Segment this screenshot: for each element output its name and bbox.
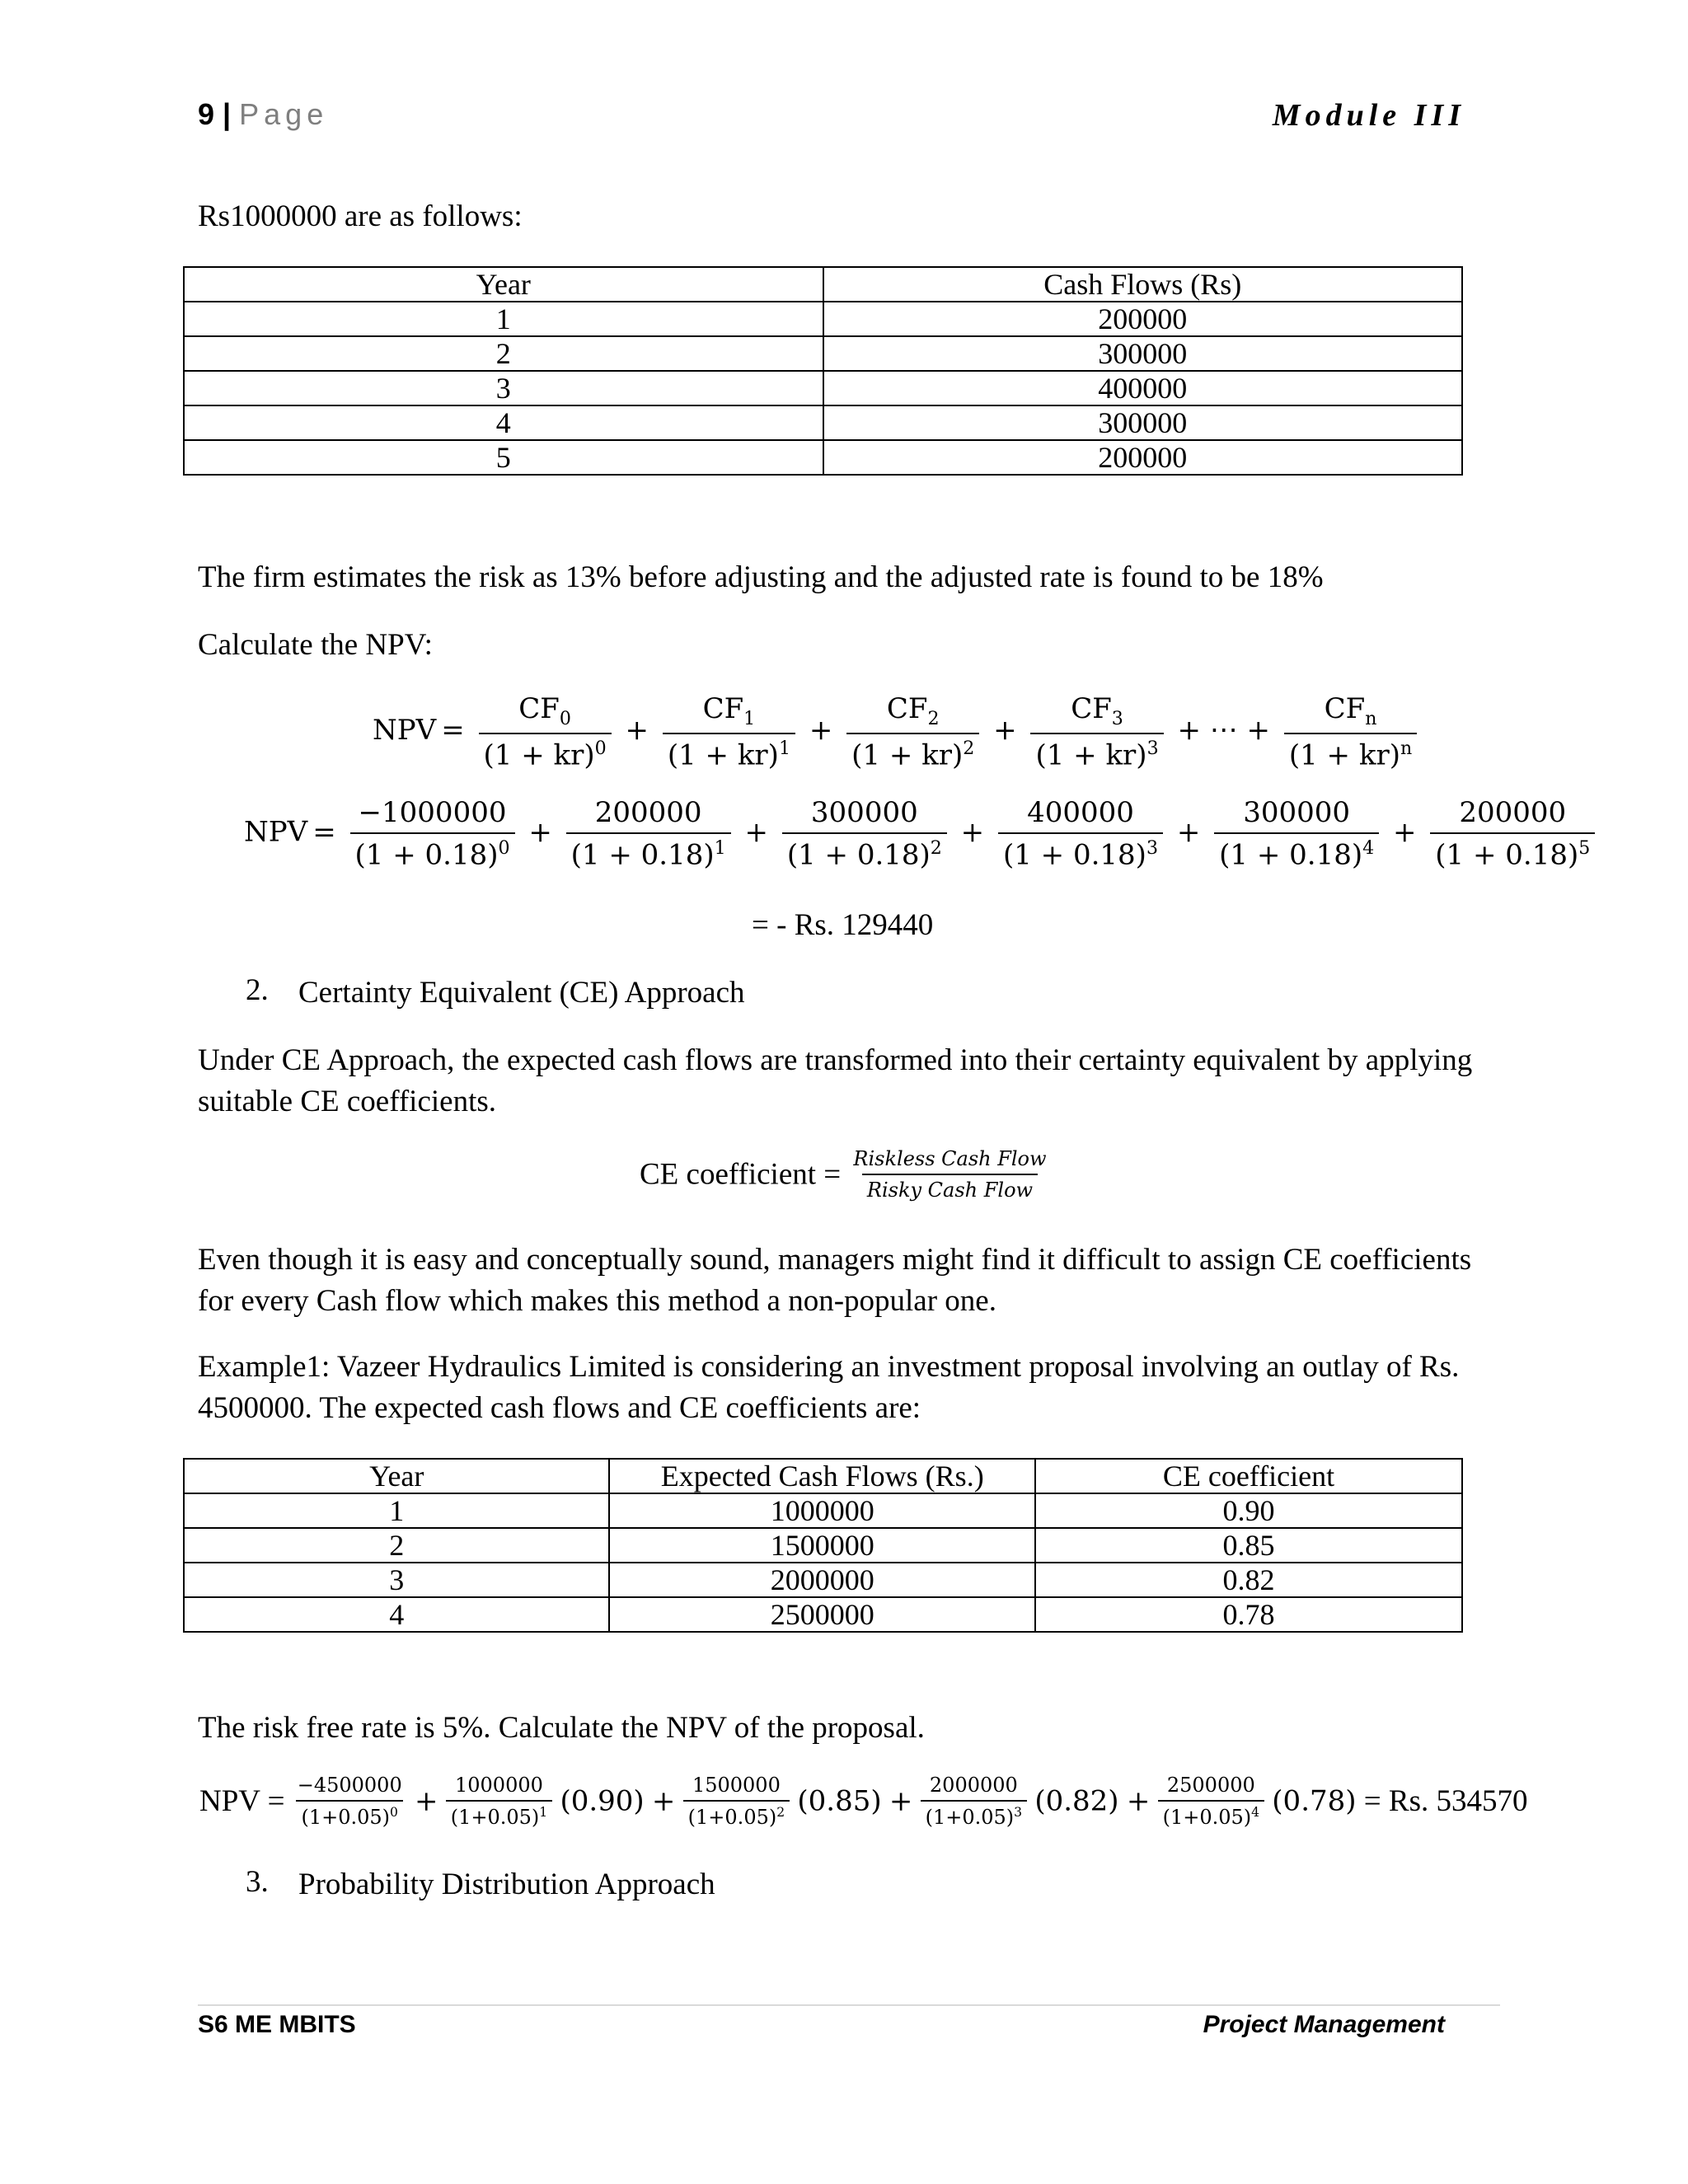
formula-term: $\frac{-4500000}{(1+0.05)^0}$: [297, 1774, 402, 1829]
footer-subject: Project Management: [1203, 2011, 1445, 2038]
table-row: [184, 371, 1462, 405]
ce-coefficient-table: [183, 1458, 1463, 1633]
footer-divider: [198, 2004, 1500, 2006]
table-cell: 200000: [823, 440, 1463, 475]
table-cell: 200000: [823, 302, 1463, 336]
table-cell: 4: [184, 1597, 609, 1632]
table-cell: 2500000: [609, 1597, 1034, 1632]
risk-text: The firm estimates the risk as 13% before adjusting and the adjusted rate is found to be 18%: [198, 560, 1324, 594]
page-word: Page: [239, 97, 329, 131]
intro-text: Rs1000000 are as follows:: [198, 199, 523, 233]
table-row: [184, 440, 1462, 475]
table-cell: 0.90: [1035, 1493, 1462, 1528]
formula-term: $\frac{2500000}{(1+0.05)^4}$: [1158, 1774, 1264, 1829]
calc-text: Calculate the NPV:: [198, 628, 433, 662]
npv-numeric-formula: NPV = $\frac{-1000000}{(1 + 0.18)^0}$ + $\frac{200000}{(1 + 0.18)^1}$ + $\frac{300000}{(1 + 0.18)^2}$ + $\frac{400000}{(1 + 0.18)^3}$ + $\frac{300000}{(1 + 0.18)^4}$ + $\frac{200000}{(1 + 0.18)^5}$: [244, 796, 1595, 871]
formula-term: $\frac{2000000}{(1+0.05)^3}$: [921, 1774, 1027, 1829]
table-header-cell: Year: [184, 267, 823, 302]
table-row: [184, 336, 1462, 371]
section-2-number: 2.: [246, 973, 269, 1007]
risk-free-text: The risk free rate is 5%. Calculate the NPV of the proposal.: [198, 1711, 925, 1745]
table-row: [184, 1563, 1462, 1597]
table-cell: 4: [184, 405, 823, 440]
npv-result: = - Rs. 129440: [752, 908, 934, 942]
table-cell: 2: [184, 1528, 609, 1563]
table-cell: 5: [184, 440, 823, 475]
npv-ce-formula: NPV = $\frac{-4500000}{(1+0.05)^0}$ + $\frac{1000000}{(1+0.05)^1}$ (0.90) + $\frac{1500000}{(1+0.05)^2}$ (0.85) + $\frac{2000000}{(1+0.05)^3}$ (0.82) + $\frac{2500000}{(1+0.05)^4}$ (0.78) = Rs. 534570: [199, 1774, 1528, 1829]
formula-coefficient: (0.78): [1272, 1784, 1357, 1818]
table-header-cell: CE coefficient: [1035, 1459, 1462, 1493]
formula-term: $\frac{CF_1}{(1 + kr)^1}$: [663, 692, 795, 771]
table-cell: 0.85: [1035, 1528, 1462, 1563]
table-cell: 300000: [823, 405, 1463, 440]
table-header-cell: Cash Flows (Rs): [823, 267, 1463, 302]
formula-term: $\frac{\text{Riskless Cash Flow}}{\text{Risky Cash Flow}}$: [853, 1147, 1047, 1202]
table-row: [184, 1528, 1462, 1563]
table-cell: 0.78: [1035, 1597, 1462, 1632]
table-cell: 2000000: [609, 1563, 1034, 1597]
table-cell: 1500000: [609, 1528, 1034, 1563]
formula-term: $\frac{1500000}{(1+0.05)^2}$: [683, 1774, 790, 1829]
table-cell: 300000: [823, 336, 1463, 371]
table-header-cell: Expected Cash Flows (Rs.): [609, 1459, 1034, 1493]
formula-lhs: NPV: [244, 815, 308, 849]
table-cell: 1000000: [609, 1493, 1034, 1528]
table-row: [184, 1597, 1462, 1632]
section-2-title: Certainty Equivalent (CE) Approach: [298, 976, 745, 1010]
formula-term: $\frac{CF_3}{(1 + kr)^3}$: [1030, 692, 1163, 771]
table-cell: 1: [184, 302, 823, 336]
ce-coefficient-formula: [640, 1147, 1052, 1202]
section-3-title: Probability Distribution Approach: [298, 1868, 715, 1901]
table-cell: 3: [184, 1563, 609, 1597]
formula-lhs: NPV =: [199, 1784, 285, 1818]
formula-lhs: NPV: [373, 714, 437, 748]
formula-lhs: CE coefficient =: [640, 1157, 842, 1192]
table-cell: 400000: [823, 371, 1463, 405]
formula-term: $\frac{400000}{(1 + 0.18)^3}$: [998, 796, 1163, 871]
even-though-paragraph: Even though it is easy and conceptually sound, managers might find it difficult to assign CE coefficients for every Cash flow which makes this method a non-popular one.: [198, 1243, 1472, 1318]
table-row: [184, 1493, 1462, 1528]
formula-coefficient: (0.85): [797, 1784, 882, 1818]
page-number: 9: [198, 97, 215, 131]
formula-term: $\frac{300000}{(1 + 0.18)^4}$: [1214, 796, 1379, 871]
table-cell: 0.82: [1035, 1563, 1462, 1597]
formula-coefficient: (0.90): [560, 1784, 645, 1818]
section-3-number: 3.: [246, 1865, 269, 1899]
formula-term: $\frac{1000000}{(1+0.05)^1}$: [446, 1774, 552, 1829]
table-header-row: [184, 1459, 1462, 1493]
formula-term: $\frac{CF_0}{(1 + kr)^0}$: [479, 692, 612, 771]
module-header: Module III: [1272, 98, 1465, 133]
table-header-cell: Year: [184, 1459, 609, 1493]
page-number-header: [198, 97, 328, 132]
formula-ellipsis: + ⋯ +: [1177, 714, 1271, 748]
table-cell: 1: [184, 1493, 609, 1528]
cash-flow-table: [183, 266, 1463, 476]
table-row: [184, 405, 1462, 440]
example-paragraph: Example1: Vazeer Hydraulics Limited is considering an investment proposal involving an outlay of Rs. 4500000. The expected cash flows and CE coefficients are:: [198, 1350, 1460, 1425]
table-cell: 2: [184, 336, 823, 371]
formula-term: $\frac{-1000000}{(1 + 0.18)^0}$: [350, 796, 515, 871]
formula-term: $\frac{CF_n}{(1 + kr)^n}$: [1284, 692, 1417, 771]
formula-coefficient: (0.82): [1034, 1784, 1119, 1818]
formula-term: $\frac{CF_2}{(1 + kr)^2}$: [846, 692, 979, 771]
table-header-row: [184, 267, 1462, 302]
formula-term: $\frac{200000}{(1 + 0.18)^5}$: [1430, 796, 1595, 871]
footer-course: S6 ME MBITS: [198, 2011, 356, 2038]
formula-term: $\frac{300000}{(1 + 0.18)^2}$: [782, 796, 947, 871]
formula-term: $\frac{200000}{(1 + 0.18)^1}$: [566, 796, 731, 871]
table-cell: 3: [184, 371, 823, 405]
npv-general-formula: NPV = $\frac{CF_0}{(1 + kr)^0}$ + $\frac{CF_1}{(1 + kr)^1}$ + $\frac{CF_2}{(1 + kr)^2}$ + $\frac{CF_3}{(1 + kr)^3}$ + ⋯ + $\frac{CF_n}{(1 + kr)^n}$: [373, 692, 1417, 771]
ce-approach-paragraph: Under CE Approach, the expected cash flows are transformed into their certainty equivalent by applying suitable CE coefficients.: [198, 1043, 1473, 1118]
table-row: [184, 302, 1462, 336]
page-separator: |: [223, 97, 232, 131]
formula-result: = Rs. 534570: [1363, 1784, 1528, 1818]
